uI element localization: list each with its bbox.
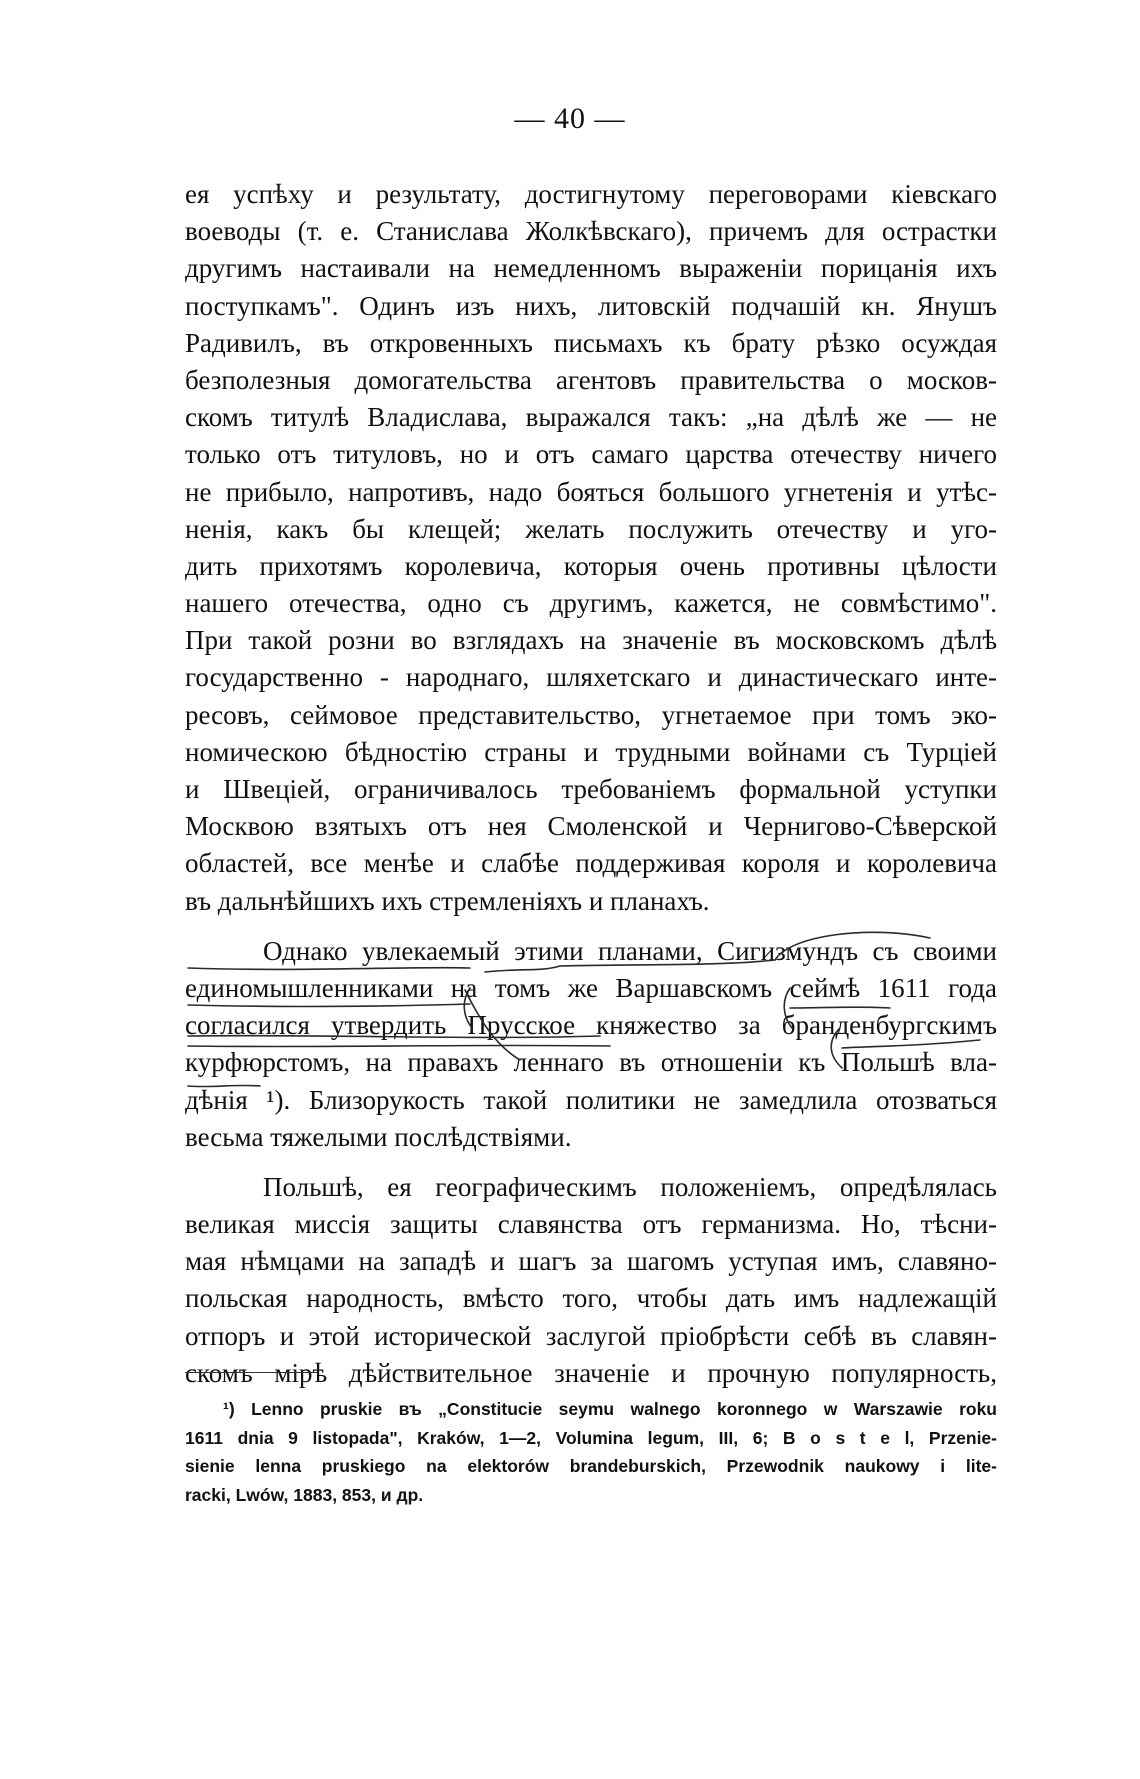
text-line: ея успѣху и результату, достигнутому переговорами кіевскаго xyxy=(185,179,997,209)
text-line: дѣнія ¹). Близорукость такой политики не замедлила отозваться xyxy=(185,1084,997,1115)
text-line: отпоръ и этой исторической заслугой пріобрѣсти себѣ въ славян- xyxy=(185,1320,997,1351)
body-text xyxy=(185,176,997,1392)
text-line: ресовъ, сеймовое представительство, угнетаемое при томъ эко- xyxy=(185,699,997,730)
text-line: согласился утвердить Прусское княжество за бранденбургскимъ xyxy=(185,1010,997,1041)
text-line: и Швеціей, ограничивалось требованіемъ формальной уступки xyxy=(185,774,997,804)
text-line: курфюрстомъ, на правахъ леннаго въ отношеніи къ Польшѣ вла- xyxy=(185,1047,997,1078)
footnote-line: 1611 dnia 9 listopada", Kraków, 1—2, Volumina legum, III, 6; B o s t e l, Przenie- xyxy=(185,1427,997,1448)
text-line: мая нѣмцами на западѣ и шагъ за шагомъ уступая имъ, славяно- xyxy=(185,1246,997,1277)
text-line: дить прихотямъ королевича, которыя очень противны цѣлости xyxy=(185,550,997,581)
text-line: поступкамъ". Одинъ изъ нихъ, литовскій подчашій кн. Янушъ xyxy=(185,290,997,321)
text-line: государственно - народнаго, шляхетскаго и династическаго инте- xyxy=(185,662,997,693)
paragraph-gap xyxy=(185,1156,997,1169)
text-line: весьма тяжелыми послѣдствіями. xyxy=(185,1121,572,1152)
text-line: воеводы (т. е. Станислава Жолкѣвскаго), причемъ для острастки xyxy=(185,216,997,247)
text-line: не прибыло, напротивъ, надо бояться большого угнетенія и утѣс- xyxy=(185,476,997,507)
text-line: скомъ титулѣ Владислава, выражался такъ: „на дѣлѣ же — не xyxy=(185,402,997,433)
footnotes xyxy=(185,1395,997,1509)
text-line: номическою бѣдностію страны и трудными войнами съ Турціей xyxy=(185,736,997,767)
text-line: областей, все менѣе и слабѣе поддерживая короля и королевича xyxy=(185,848,997,879)
footnote-line: sienie lenna pruskiego na elektorów brandeburskich, Przewodnik naukowy i lite- xyxy=(185,1456,997,1476)
page-number: — 40 — xyxy=(514,102,626,135)
footnote-divider xyxy=(185,1372,317,1373)
text-line: Польшѣ, ея географическимъ положеніемъ, опредѣлялась xyxy=(263,1171,997,1202)
text-line: въ дальнѣйшихъ ихъ стремленіяхъ и планахъ. xyxy=(185,885,710,916)
text-line: великая миссія защиты славянства отъ германизма. Но, тѣсни- xyxy=(185,1209,997,1240)
footnote-line: ¹) Lenno pruskie въ „Constitucie seymu walnego koronnego w Warszawie roku xyxy=(223,1399,997,1419)
text-line: ненія, какъ бы клещей; желать послужить отечеству и уго- xyxy=(185,513,997,544)
text-line: только отъ титуловъ, но и отъ самаго царства отечеству ничего xyxy=(185,439,997,470)
paragraph-gap xyxy=(185,920,997,933)
text-line: единомышленниками на томъ же Варшавскомъ сеймѣ 1611 года xyxy=(185,972,997,1003)
text-line: нашего отечества, одно съ другимъ, кажется, не совмѣстимо". xyxy=(185,588,997,619)
text-line: польская народность, вмѣсто того, чтобы дать имъ надлежащій xyxy=(185,1283,997,1314)
text-line: Однако увлекаемый этими планами, Сигизмундъ съ своими xyxy=(263,935,997,966)
text-line: Радивилъ, въ откровенныхъ письмахъ къ брату рѣзко осуждая xyxy=(185,327,997,358)
text-line: безполезныя домогательства агентовъ правительства о москов- xyxy=(185,364,997,395)
text-line: Москвою взятыхъ отъ нея Смоленской и Чернигово-Сѣверской xyxy=(185,811,997,842)
text-line: другимъ настаивали на немедленномъ выраженіи порицанія ихъ xyxy=(185,253,997,284)
footnote-line: racki, Lwów, 1883, 853, и др. xyxy=(185,1484,424,1505)
text-line: При такой розни во взглядахъ на значеніе въ московскомъ дѣлѣ xyxy=(185,625,997,656)
text-line: скомъ мірѣ дѣйствительное значеніе и прочную популярность, xyxy=(185,1357,997,1388)
